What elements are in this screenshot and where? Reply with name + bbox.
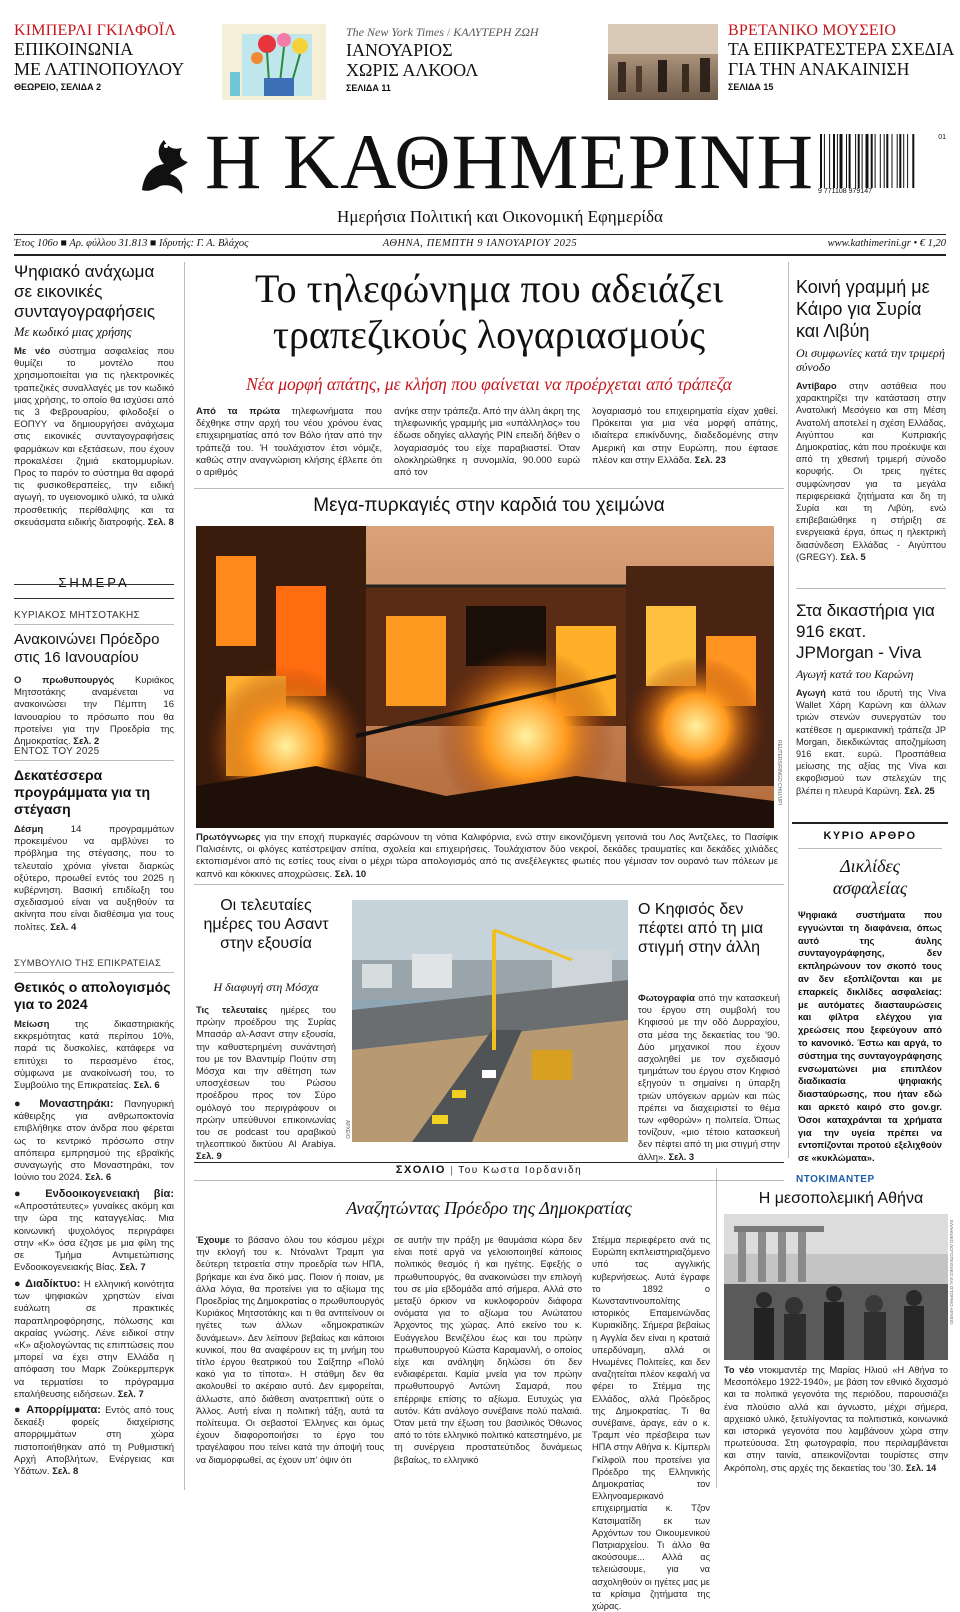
dateline-rule-bottom (14, 254, 946, 256)
assad-body (196, 1004, 336, 1162)
editorial-body: Ψηφιακά συστήματα που εγγυώνται τη διαφάνεια, όπως αυτό της άυλης συνταγογράφησης, δεν εκπληρώνουν τον σκοπό τους αν δεν εξοπλίζονται και με επαρκείς δικλίδες ασφαλείας: με αυτόματες διασταυρώσεις και φίλτρα ελέγχου για χρεώσεις που ξεφεύγουν από το κανονικό. Έστω και αργά, το σύστημα της συνταγογράφησης ενσωματώνει μια επιπλέον διαδικασία ψηφιακής διασταύρωσης, που ήταν εδώ και αρκετό καιρό στο gov.gr. Όσοι καταχράνται τα χρήματα για την υγεία πρέπει να εντοπίζονται προτού εξελιχθούν σε «κυκλώματα». (798, 909, 942, 1164)
body-text: Εντός από τους δεκαέξι φορείς διαχείρισης απορριμμάτων στη χώρα πιστοποιήθηκαν από τη Ρυθμιστική Αρχή Αποβλήτων, Ενέργειας και Υδάτων. (14, 1405, 175, 1478)
comment-col2 (394, 1234, 582, 1488)
teaser-1[interactable] (14, 22, 204, 102)
body-text: ανήκε στην τράπεζα. Από την άλλη άκρη της τηλεφωνικής γραμμής μια «υπάλληλος» του έδωσε οδηγίες αλλαγής PIN επειδή δήθεν ο λογαριασμός του είχε παραβιαστεί. Όταν ολοκληρώθηκε η συνομιλία, 90.000 ευρώ από τον (394, 406, 581, 479)
body-text: 14 προγραμμάτων προκειμένου να αμβλύνει το πρόβλημα της στέγασης, που το τελευταίο χρόνια γίνεται διαρκώς οξύτερο, προωθεί εντός του 2025 η κυβέρνηση. Βασική επιδίωξη του σχεδιασμού είναι να αυξηθούν τα ακίνητα που είναι διαθέσιμα για τους πολίτες. (14, 824, 174, 933)
assad-subhead: Η διαφυγή στη Μόσχα (213, 980, 319, 994)
comment-title[interactable]: Αναζητώντας Πρόεδρο της Δημοκρατίας (346, 1198, 632, 1218)
body-text: λογαριασμό του επιχειρηματία είχαν χαθεί. Πρόκειται για μια νέα μορφή απάτης, ιδιαίτερα επικίνδυνης, διαδεδομένης στην Αμερική και στην Ευρώπη, που έφτασε πλέον και στην Ελλάδα. (592, 406, 778, 466)
right-item-title: Κοινή γραμμή με Κάιρο για Συρία και Λιβύη (796, 277, 930, 341)
page-ref: Σελ. 10 (334, 868, 367, 880)
bullet-item[interactable] (14, 1278, 174, 1398)
body-text: κατά του ιδρυτή της Viva Wallet Χάρη Καρώνη και άλλων τριών στενών συνεργατών του κατέθεσε η αμερικανική τράπεζα JP Morgan, διεκδικώντας αποζημίωση 916 εκατ. ευρώ. Προσπάθεια μείωσης της αξίας της Viva και εκφοβισμού των στελεχών της βλέπει η πλευρά Καρώνη. (796, 688, 946, 796)
item-title: Θετικός ο απολογισμός για το 2024 (14, 979, 171, 1012)
bullet-icon: ● (14, 1404, 23, 1416)
teaser-title-line: ΓΙΑ ΤΗΝ ΑΝΑΚΑΙΝΙΣΗ (728, 59, 910, 79)
bullet-title: Ενδοοικογενειακή βία: (45, 1188, 174, 1200)
flowers-illustration-icon (222, 24, 326, 100)
barcode-issue: 01 (938, 134, 946, 141)
main-subhead: Νέα μορφή απάτης, με κλήση που φαίνεται να προέρχεται από τράπεζα (246, 374, 732, 394)
right-rule (796, 588, 946, 589)
teaser-title-line: ΙΑΝΟΥΑΡΙΟΣ (346, 40, 453, 60)
griffin-logo (134, 130, 200, 198)
lead-word: Φωτογραφία (638, 992, 695, 1003)
item-title: Δεκατέσσερα προγράμματα για τη στέγαση (14, 767, 151, 817)
item-body (14, 1019, 175, 1092)
teaser-kicker: ΚΑΛΥΤΕΡΗ ΖΩΗ (453, 25, 539, 39)
body-text: από την κατασκευή του έργου στη συμβολή του Κηφισού με την οδό Δυρραχίου, στα μέσα της δεκαετίας του ’90. Δύο μηχανικοί που έχουν ασχοληθεί με τον σχεδιασμό τμημάτων του έργου στον Κηφισό εξηγούν τι σημαίνει η ύπαρξη τριών υπόγειων αρμών και πώς πρέπει να διαχειριστεί το θέμα των «φθορών» η πολιτεία. Όπως τονίζουν, «μιο τέτοιο κατασκευή δεν πέφτει από τη μια στιγμή στην άλλη». (638, 992, 780, 1162)
comment-rule (194, 1162, 784, 1163)
bullet-item[interactable] (14, 1404, 174, 1488)
page-ref: Σελ. 7 (117, 1388, 144, 1400)
lead-word: Αντίβαρο (796, 381, 837, 391)
editorial-label: ΚΥΡΙΟ ΑΡΘΡΟ (823, 830, 917, 842)
comment-col3 (592, 1234, 710, 1612)
bullet-title: Διαδίκτυο: (25, 1278, 81, 1290)
body-text: Στέμμα περιεφέρετο ανά τις Ευρώπη εκπλειστηριαζόμενο υπό τας αγγλικής κυβερνήσεως. Αυτά έγραφε το 1892 ο Κωνσταντινουπολίτης ιστορικός Επαμεινώνδας Κυριακίδης. Σήμερα βεβαίως η Αγγλία δεν είναι η κραταιά υπερδύναμη, αλλά οι Ηνωμένες Πολιτείες, και δεν αναζητείται πλέον κεφαλή να φέρει το Στέμμα της Ελλάδος, αλλά Πρόεδρος της Δημοκρατίας. Τι θα συνέβαινε, άραγε, εάν ο κ. Τραμπ νέο πρέσβειρα των ΗΠΑ στην Αθήνα κ. Κίμπερλι Γκίλφοϊλ που προτείνει για Πρόεδρο της Ελληνικής Δημοκρατίας τον Ελληνοαμερικανό επιχειρηματία κ. Τζον Κατσιματίδη εκ των Αρχόντων του Οικουμενικού Πατριαρχείου. Τι άλλο θα ακούσουμε... Αλλά ας τελειώσουμε, για να ασχοληθούν οι ηγέτες μας με τα κρίσιμα ζητήματα της χώρας. (592, 1235, 710, 1612)
masthead-subtitle: Ημερήσια Πολιτική και Οικονομική Εφημερίδα (337, 207, 663, 226)
kicker-rule (14, 624, 174, 625)
barcode-number: 9 771108 979147 (818, 188, 872, 195)
body-text: σύστημα ασφαλείας που θυμίζει το μοντέλο που χρησιμοποιείται για τις ηλεκτρονικές τραπεζικές συναλλαγές με τον κωδικό μιας χρήσης, το οποίο θα ισχύσει από τις 3 Φεβρουαρίου, φιλοδοξεί ο ΕΟΠΥΥ να δημιουργήσει ανάχωμα στις εικονικές συνταγογραφήσεις φαρμάκων και εξετάσεων, που έχουν προκαλέσει ζημιά εκατομμυρίων. Προς το παρόν το σύστημα θα αφορά τις φυσικοθεραπείες, την ειδική αγωγή, το υγειονομικό υλικό, τα υλικά προσθετικής περίθαλψης και τα σκευάσματα ειδικής διατροφής. (14, 346, 175, 528)
fire-rule (194, 488, 784, 489)
lead-word: Αγωγή (796, 688, 826, 698)
teaser-title-line: ΜΕ ΛΑΤΙΝΟΠΟΥΛΟΥ (14, 59, 185, 79)
kifisos-headline[interactable]: Ο Κηφισός δεν πέφτει από τη μια στιγμή στην άλλη (638, 901, 764, 956)
item-kicker: ΕΝΤΟΣ ΤΟΥ 2025 (14, 746, 100, 757)
today-rule-2 (14, 598, 174, 599)
construction-site-image (352, 900, 628, 1142)
body-text: ημέρες του πρώην προέδρου της Συρίας Μπασάρ αλ-Ασαντ στην εξουσία, την καθυστερημένη συνάντησή του με τον Βλαντιμίρ Πούτιν στη Μόσχα και την αθέτηση των υποσχέσεων του Ρώσου προέδρου προς τον Σύρο ομόλογό του περιγράφουν οι πρώην υπεύθυνοι επικοινωνίας του σε podcast του αραβικού τηλεοπτικού δικτύου Al Arabiya. (196, 1004, 336, 1150)
body-text: στην αστάθεια που χαρακτηρίζει την κατάσταση στην Ανατολική Μεσόγειο και στη Μέση Ανατολή αποτελεί η σχέση Ελλάδας, Αιγύπτου και Κυπριακής Δημοκρατίας, κάτι που προέκυψε και από τη χθεσινή τριμερή σύνοδο κορυφής. Οι τρεις ηγέτες συμφώνησαν για τα μεγάλα περιφερειακά ζητήματα και δη τη Συρία και τη Λιβύη, ενώ επιβεβαιώθηκε η στήριξη σε ενεργειακά έργα, όπως η ηλεκτρική διασύνδεση Ελλάδας - Αιγύπτου (GREGY). (796, 381, 946, 562)
lead-word: Τις τελευταίες (196, 1004, 268, 1015)
archive-photo[interactable] (724, 1214, 948, 1360)
acropolis-tourists-image (724, 1214, 948, 1360)
today-label: ΣΗΜΕΡΑ (58, 575, 130, 590)
dateline-left: Έτος 106ο ■ Αρ. φύλλου 31.813 ■ Ιδρυτής: Γ. Α. Βλάχος (14, 238, 249, 249)
lead-word: Έχουμε (196, 1235, 230, 1245)
right-col-separator (788, 262, 789, 1158)
bullet-title: Μοναστηράκι: (39, 1098, 114, 1110)
teaser-illustration (222, 24, 326, 100)
teaser-ref: ΘΕΩΡΕΙΟ, ΣΕΛΙΔΑ 2 (14, 82, 102, 92)
editorial-box[interactable] (792, 822, 948, 1164)
comment-rule-2 (194, 1180, 784, 1181)
archive-title[interactable]: Η μεσοπολεμική Αθήνα (758, 1190, 924, 1207)
dateline-right[interactable]: www.kathimerini.gr • € 1,20 (827, 238, 946, 249)
body-text: σε αυτήν την πράξη με θαυμάσια κώρα δεν είναι ποτέ αργά να γελοιοποιηθεί κάποιος πολιτικός θεσμός ή και ηγέτης. Εφεξής ο πρωθυπουργός, θα ανακοινώσει την επιλογή του σε μία εβδομάδα από σήμερα. Αλλά στο μεταξύ όρκιον να κυκλοφορούν διάφορα ονόματα για το αξίωμα του Ανώτατου Άρχοντος της χώρας. Από εκείνο του κ. Ευάγγελου Βενιζέλου έως και του πρώην πρωθυπουργού Κώστα Καραμανλή, ο οποίος είχε και ανάληψη δηλώσει ότι δεν ενδιαφέρεται. Καμία μνεία για τον πρώην πρωθυπουργό Αντώνη Σαμαρά, που επέρριψε επίσης το αξίωμα. Ευτυχώς για αυτόν. Κάτι ανάλογο συνέβαινε πολύ παλαιά. Όταν μετά την έξωση του βασιλικός Όθωνος από το τότε ελληνικό πολιτικό κατεστημένο, με τη συνέργεια προστατεύτιδος δυνάμεως βεβαίως, το ελληνικό (394, 1235, 582, 1465)
page-ref: Σελ. 23 (694, 454, 726, 466)
page-ref: Σελ. 8 (147, 516, 174, 528)
item-title: Ανακοινώνει Πρόεδρο στις 16 Ιανουαρίου (14, 631, 160, 666)
body-text: ντοκιμαντέρ της Μαρίας Ηλιού «Η Αθήνα το Μεσοπόλεμο 1922-1940», με βάση τον εθνικό διχασμό και τα πολιτικά γεγονότα της περιόδου, παρουσιάζει ένα πλούσιο αλλά και άγνωστο, μέχρι σήμερα, αρχειακό υλικό, ξετυλίγοντας τα πολιτιστικά, κοινωνικά και ιστορικά γεγονότα που λαμβάνουν χώρα στην πρωτεύουσα. Στη φωτογραφία, που περιλαμβάνεται και στην ταινία, απεικονίζονται τουρίστες στην Ακρόπολη, στις αρχές της δεκαετίας του ’30. (724, 1365, 948, 1473)
comment-author: Του Κωστα Ιορδανιδη (458, 1165, 583, 1176)
left-item[interactable] (14, 610, 174, 748)
bullet-icon: ● (14, 1098, 29, 1110)
page-ref: Σελ. 3 (668, 1150, 695, 1162)
fire-photo[interactable] (196, 526, 774, 828)
bullet-icon: ● (14, 1188, 32, 1200)
page-ref: Σελ. 9 (196, 1150, 222, 1162)
body-text: Η ελληνική κοινότητα των ψηφιακών χρηστών είναι ευάλωτη σε πρακτικές παραπληροφόρησης, πόλωσης και ακραίας γνώσης. Λένε ειδικοί στην «Κ» αξιολογώντας τις επιπτώσεις που μπορεί να έχει στην Ελλάδα η απόφαση του Μαρκ Ζούκερμπεργκ να τερματίσει το πρόγραμμα επαλήθευσης ειδήσεων. (14, 1279, 174, 1400)
teaser-title-line: ΧΩΡΙΣ ΑΛΚΟΟΛ (346, 60, 479, 80)
body-text: το βάσανο όλου του κόσμου μέχρι την εκλογή του κ. Ντόναλντ Τραμπ για δεύτερη τετραετία στην προεδρία των ΗΠΑ, βρήκαμε και ένα δικό μας. Ποιον ή ποιαν, με άλλα λόγια, θα προτείνει για το αξίωμα της Προεδρίας της Δημοκρατίας ο πρωθυπουργός Κυριάκος Μητσοτάκης και τι θα αντιτείνουν οι ηγέτες των άλλων «δημοκρατικών δυνάμεων». Δεν λείπουν βεβαίως και κάποιοι κυνικοί, που θα αναφέρουν εις τη μνήμη του τίτλο έργου θεατρικού του Σαίξπηρ «Πολύ κακό για το τίποτα». Η στάθμη δεν θα ακολουθεί το ακέραιο αυτό. Δεν εμφορείται, άλλωστε, από διάθεση ανατρεπτική ούτε ο Άλλος. Αυτή είναι η πολιτική τάξη, αυτά τα πολίτευμα. Οι σεβαστοί Έλληνες και όμως έχουν διαφοροποιήσει το έργο του τραγέλαφου που τείνει κατά την άποψή τους να διαμορφωθεί, ας έχουν υπ’ όψιν ότι (196, 1235, 384, 1465)
right-item-subtitle: Οι συμφωνίες κατά την τριμερή σύνοδο (796, 346, 945, 374)
lead-word: Το νέο (724, 1365, 755, 1375)
page-ref: Σελ. 7 (119, 1262, 146, 1274)
comment-header (194, 1164, 784, 1176)
nyt-logo: The New York Times (346, 25, 444, 39)
burning-building-image (196, 526, 774, 828)
bullet-item[interactable] (14, 1098, 174, 1182)
lead-left-title[interactable]: Ψηφιακό ανάχωμα σε εικονικές συνταγογραφήσεις (14, 262, 156, 321)
page-ref: Σελ. 14 (905, 1462, 937, 1473)
right-item-1[interactable] (796, 276, 946, 562)
page-ref: Σελ. 6 (85, 1172, 112, 1184)
lead-word: Δέσμη (14, 824, 44, 835)
archive-photo-credit: ΕΛΛΗΝΙΚΟ ΛΟΓΟΤΕΧΝΙΚΟ ΚΑΙ ΙΣΤΟΡΙΚΟ ΑΡΧΕΙΟ (949, 1220, 954, 1325)
body-text: Κυριάκος Μητσοτάκης αναμένεται να ανακοινώσει την Πέμπτη 16 Ιανουαρίου το πρόσωπο που θα προτείνει για την Προεδρία της Δημοκρατίας. (14, 675, 174, 748)
lead-word: Πρωτόγνωρες (196, 832, 261, 843)
archive-body (724, 1364, 948, 1488)
bullet-body (14, 1188, 174, 1272)
lead-word: Με νέο (14, 346, 51, 357)
comment-separator: | (450, 1164, 454, 1176)
kifisos-body (638, 992, 780, 1162)
teaser-2[interactable] (346, 24, 586, 102)
right-item-body (796, 380, 946, 562)
lead-word: Μείωση (14, 1019, 50, 1030)
comment-label: ΣΧΟΛΙΟ (395, 1164, 446, 1176)
archive-kicker: ΝΤΟΚΙΜΑΝΤΕΡ (796, 1174, 875, 1185)
teaser-3[interactable] (728, 22, 958, 102)
teaser-title-line: ΤΑ ΕΠΙΚΡΑΤΕΣΤΕΡΑ ΣΧΕΔΙΑ (728, 39, 955, 59)
left-column (14, 262, 174, 530)
item-body (14, 824, 174, 933)
lead-left-body (14, 346, 174, 530)
caption-text: για την εποχή πυρκαγιές σαρώνουν τη νότια Καλιφόρνια, ενώ στην εικονιζόμενη γειτονιά του Λος Άντζελες, το Πασίφικ Παλισέιντς, οι φλόγες κατέστρεψαν σπίτια, σχολεία και επιχειρήσεις. Τουλάχιστον δύο νεκροί, δεκάδες τραυματίες και δεκάδες χιλιάδες εκτοπισμένοι από τις εστίες τους είναι ο μέχρι τώρα απολογισμός από τις ανεξέλεγκτες φωτιές που γέμισαν τον ουρανό των πόλεων με καπνό και κόκκινες αποχρώσεις. (196, 832, 778, 880)
bullet-body (14, 1404, 174, 1488)
item-kicker: ΣΥΜΒΟΥΛΙΟ ΤΗΣ ΕΠΙΚΡΑΤΕΙΑΣ (14, 958, 162, 969)
griffin-icon (134, 130, 200, 198)
main-headline[interactable]: Το τηλεφώνημα που αδειάζει τραπεζικούς λογαριασμούς (254, 266, 724, 357)
page-ref: Σελ. 8 (52, 1466, 79, 1478)
teaser-kicker-separator: / (446, 25, 451, 39)
editorial-title: Δικλίδες ασφαλείας (832, 856, 908, 898)
main-body-col2 (394, 406, 580, 480)
lead-word: Από τα πρώτα (196, 406, 280, 417)
mid-rule (194, 884, 784, 885)
lead-word: Ο πρωθυπουργός (14, 675, 115, 686)
body-text: της δικαστηριακής εκκρεμότητας κατά περίπου 10%, παρά τις δυσκολίες, κατάφερε να επιτύχει το περασμένο έτος, σύμφωνα με ανακοίνωσή του, το Συμβούλιο της Επικρατείας. (14, 1019, 175, 1092)
teaser-kicker: ΚΙΜΠΕΡΛΙ ΓΚΙΛΦΟΪΛ (14, 22, 177, 39)
body-text: «Απροστάτευτες» γυναίκες ακόμη και την ώρα της καταγγελίας. Μια κοινωνική ψυχολόγος περιγράφει στην «Κ» όσα έζησε με μια φίλη της σε Τμήμα Αντιμετώπισης Ενδοοικογενειακής Βίας. (14, 1201, 174, 1274)
kicker-rule (14, 760, 174, 761)
page-ref: Σελ. 6 (133, 1080, 160, 1092)
comment-col1 (196, 1234, 384, 1488)
dateline-rule-top (14, 234, 946, 235)
teaser-ref: ΣΕΛΙΔΑ 15 (728, 82, 774, 92)
assad-headline[interactable]: Οι τελευταίες ημέρες του Ασαντ στην εξουσία (203, 897, 329, 952)
right-item-2[interactable] (796, 600, 946, 799)
page-ref: Σελ. 4 (50, 921, 77, 933)
page-ref: Σελ. 5 (840, 551, 866, 562)
main-body-col3 (592, 406, 778, 480)
teaser-title-line: ΕΠΙΚΟΙΝΩΝΙΑ (14, 39, 134, 59)
kifisos-photo-credit: ΑΡΧΕΙΟ (344, 1120, 350, 1139)
comment-archive-separator (716, 1168, 717, 1488)
masthead-title[interactable]: Η ΚΑΘΗΜΕΡΙΝΗ (205, 118, 814, 205)
item-kicker: ΚΥΡΙΑΚΟΣ ΜΗΤΣΟΤΑΚΗΣ (14, 610, 140, 621)
editorial-rule (798, 848, 942, 849)
barcode-icon (818, 134, 946, 188)
bullet-icon: ● (14, 1278, 22, 1290)
fire-caption (196, 832, 778, 880)
page-ref: Σελ. 25 (904, 785, 935, 796)
bullet-body (14, 1278, 174, 1398)
lead-left-subtitle: Με κωδικό μιας χρήσης (14, 325, 132, 339)
kicker-rule (14, 972, 174, 973)
fire-headline[interactable]: Μεγα-πυρκαγιές στην καρδιά του χειμώνα (313, 495, 665, 516)
bullet-item[interactable] (14, 1188, 174, 1272)
left-item[interactable] (14, 958, 175, 1092)
right-item-title: Στα δικαστήρια για 916 εκατ. JPMorgan - Viva (796, 601, 935, 662)
fire-photo-credit: REUTERS/RINGO CHIU/UPI (776, 740, 782, 806)
main-body-col1 (196, 406, 382, 480)
right-item-body (796, 687, 946, 799)
body-text: τηλεφωνήματα που δέχθηκε στην αρχή του νέου χρόνου ένας επιχειρηματίας από τον Βόλο ήταν από την τράπεζά του. Ή τουλάχιστον έτσι νόμιζε, καθώς στην αναγνώριση κλήσης έβλεπε ότι ο αριθμός (196, 406, 383, 479)
barcode (818, 134, 946, 198)
right-item-subtitle: Αγωγή κατά του Καρώνη (796, 667, 914, 681)
teaser-kicker: ΒΡΕΤΑΝΙΚΟ ΜΟΥΣΕΙΟ (728, 22, 897, 39)
left-item[interactable] (14, 746, 174, 933)
bullet-body (14, 1098, 174, 1182)
dateline-center: ΑΘΗΝΑ, ΠΕΜΠΤΗ 9 ΙΑΝΟΥΑΡΙΟΥ 2025 (382, 238, 578, 249)
item-body (14, 675, 174, 748)
left-col-separator (184, 262, 185, 1490)
kifisos-photo[interactable] (352, 900, 628, 1142)
page-ref: Σελ. 2 (73, 736, 100, 748)
body-text: Πανηγυρική κάθειρξης για ανθρωποκτονία επιβλήθηκε στον άνδρα που φέρεται ως το κεντρικό πρόσωπο στην απόπειρα εμπρησμού της εβραϊκής συναγωγής στο Μοναστηράκι, τον Ιούνιο του 2024. (14, 1099, 175, 1184)
teaser-ref: ΣΕΛΙΔΑ 11 (346, 83, 391, 93)
bullet-title: Απορρίμματα: (26, 1404, 101, 1416)
teaser-photo-museum (608, 24, 718, 100)
